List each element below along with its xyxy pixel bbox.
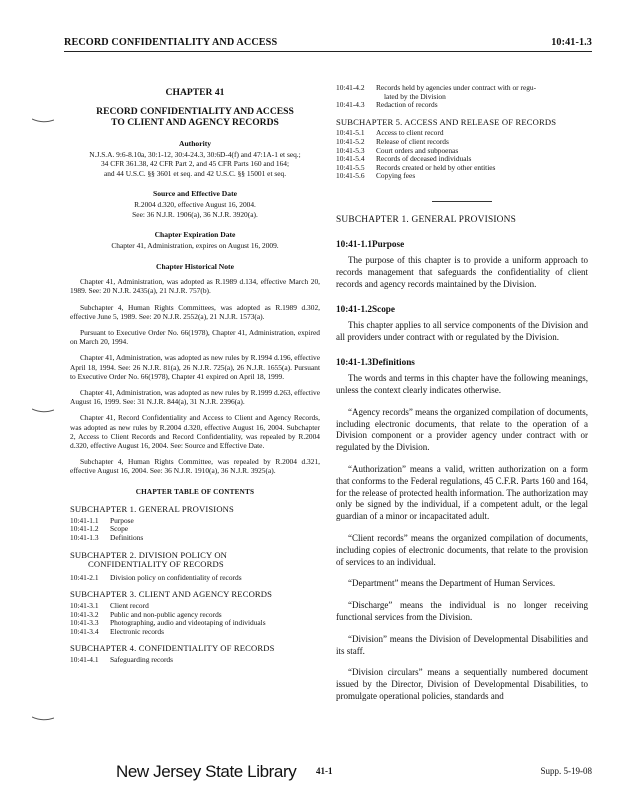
toc-entry-number: 10:41-5.1 bbox=[336, 128, 365, 138]
toc-entry-title: Records of deceased individuals bbox=[376, 154, 472, 164]
section-number: 10:41-1.3 bbox=[336, 356, 372, 367]
source-text bbox=[70, 200, 320, 218]
section-text: The words and terms in this chapter have the following meanings, unless the context clearly indicates otherwise. bbox=[336, 373, 588, 396]
toc-subchapter-title-cont: CONFIDENTIALITY OF RECORDS bbox=[88, 559, 224, 570]
margin-mark-icon bbox=[32, 408, 54, 414]
authority-line: and 44 U.S.C. §§ 3601 et seq. and 42 U.S.C. §§ 15001 et seq. bbox=[103, 168, 287, 178]
source-line: R.2004 d.320, effective August 16, 2004. bbox=[134, 200, 256, 210]
header-title: RECORD CONFIDENTIALITY AND ACCESS bbox=[64, 37, 278, 48]
toc-entry-title: Redaction of records bbox=[376, 100, 438, 110]
toc-entry-title-line: Records held by agencies under contract with or regu- bbox=[376, 83, 537, 92]
section-number: 10:41-1.2 bbox=[336, 303, 372, 314]
toc-entry[interactable] bbox=[336, 84, 588, 101]
toc-entry-title: Access to client record bbox=[376, 128, 444, 138]
toc-entry-number: 10:41-4.2 bbox=[336, 83, 365, 92]
chapter-number: CHAPTER 41 bbox=[165, 87, 225, 98]
toc-entry[interactable] bbox=[70, 619, 320, 628]
toc-entry-title: Scope bbox=[110, 524, 129, 534]
toc-entry-title: Purpose bbox=[110, 515, 134, 525]
toc-entry[interactable] bbox=[336, 164, 588, 173]
chapter-title bbox=[70, 106, 320, 128]
left-column bbox=[70, 88, 320, 665]
toc-list bbox=[70, 574, 320, 583]
toc-entry-title: Copying fees bbox=[376, 171, 416, 181]
toc-entry-title: Court orders and subpoenas bbox=[376, 145, 459, 155]
history-heading: Chapter Historical Note bbox=[156, 261, 234, 271]
supplement-date: Supp. 5-19-08 bbox=[540, 766, 592, 776]
source-line: See: 36 N.J.R. 1906(a), 36 N.J.R. 3920(a). bbox=[132, 209, 258, 219]
chapter-title-line: RECORD CONFIDENTIALITY AND ACCESS bbox=[96, 105, 294, 117]
toc-entry-number: 10:41-5.3 bbox=[336, 145, 365, 155]
subchapter-heading: SUBCHAPTER 1. GENERAL PROVISIONS bbox=[336, 214, 517, 225]
toc-entry[interactable] bbox=[70, 525, 320, 534]
toc-entry[interactable] bbox=[70, 517, 320, 526]
definition-paragraph: “Client records” means the organized compilation of documents, including copies of electronic documents, that relate to the provision of services to an individual. bbox=[336, 533, 588, 567]
section-heading bbox=[336, 305, 588, 315]
chapter-title-line: TO CLIENT AND AGENCY RECORDS bbox=[111, 116, 279, 128]
definition-paragraph: “Authorization” means a valid, written authorization on a form that conforms to the Federal regulations, 45 C.F.R. Parts 160 and 164, for the release of protected health information. The authorization may only be signed by the individual, if a competent adult, or the legal guardian of a minor or incapacitated adult. bbox=[336, 464, 588, 522]
toc-entry[interactable] bbox=[336, 129, 588, 138]
page-footer bbox=[0, 762, 618, 786]
section-title: Purpose bbox=[372, 238, 405, 249]
toc-entry-number: 10:41-5.4 bbox=[336, 154, 365, 164]
toc-subchapter-title: SUBCHAPTER 2. DIVISION POLICY ON bbox=[70, 549, 228, 560]
toc-subchapter-title: SUBCHAPTER 3. CLIENT AND AGENCY RECORDS bbox=[70, 589, 273, 600]
header-rule bbox=[64, 51, 592, 52]
authority-heading: Authority bbox=[178, 138, 212, 148]
toc-entry-number: 10:41-5.6 bbox=[336, 171, 365, 181]
right-column bbox=[336, 84, 588, 703]
history-paragraph: Subchapter 4, Human Rights Committee, was repealed by R.2004 d.321, effective August 16, 2004. See: 36 N.J.R. 1910(a), 36 N.J.R. 3925(a). bbox=[70, 457, 320, 476]
toc-entry-number: 10:41-4.3 bbox=[336, 100, 365, 110]
toc-subchapter-title: SUBCHAPTER 1. GENERAL PROVISIONS bbox=[70, 504, 234, 515]
history-paragraph: Subchapter 4, Human Rights Committees, was adopted as R.1989 d.302, effective June 5, 1989. See: 20 N.J.R. 2552(a), 21 N.J.R. 1573(a). bbox=[70, 302, 320, 321]
expiration-text: Chapter 41, Administration, expires on August 16, 2009. bbox=[111, 241, 279, 251]
toc-entry-title: Public and non-public agency records bbox=[110, 609, 222, 619]
definition-paragraph: “Department” means the Department of Human Services. bbox=[348, 578, 556, 589]
definition-paragraph: “Agency records” means the organized compilation of documents, including electronic documents, that relate to the operation of a Division component or a provider agency under contract with or regulated by the Division. bbox=[336, 406, 588, 453]
section-text: This chapter applies to all service components of the Division and all providers under contract with or regulated by the Division. bbox=[336, 320, 588, 342]
toc-entry-title: Safeguarding records bbox=[110, 654, 174, 664]
toc-entry-title: Release of client records bbox=[376, 136, 449, 146]
toc-subchapter-title: SUBCHAPTER 5. ACCESS AND RELEASE OF RECORDS bbox=[336, 116, 557, 127]
page-number: 41-1 bbox=[316, 766, 333, 776]
toc-entry[interactable] bbox=[70, 574, 320, 583]
header-section-number: 10:41-1.3 bbox=[551, 37, 592, 48]
expiration-heading: Chapter Expiration Date bbox=[154, 229, 236, 239]
history-notes bbox=[70, 277, 320, 475]
definition-paragraph: “Discharge” means the individual is no longer receiving functional services from the Division. bbox=[336, 600, 588, 623]
toc-entry-number: 10:41-1.3 bbox=[70, 533, 99, 543]
toc-entry-number: 10:41-5.5 bbox=[336, 162, 365, 172]
toc-entry-number: 10:41-2.1 bbox=[70, 572, 99, 582]
toc-entry-title: Photographing, audio and videotaping of individuals bbox=[110, 618, 266, 628]
toc-entry-title bbox=[376, 84, 588, 101]
toc-list bbox=[70, 602, 320, 636]
toc-heading: CHAPTER TABLE OF CONTENTS bbox=[135, 487, 255, 496]
toc-subchapter-title: SUBCHAPTER 4. CONFIDENTIALITY OF RECORDS bbox=[70, 643, 275, 654]
history-paragraph: Chapter 41, Administration, was adopted as new rules by R.1999 d.263, effective August 16, 1999. See: 31 N.J.R. 844(a), 31 N.J.R. 2396(a). bbox=[70, 388, 321, 407]
margin-mark-icon bbox=[32, 118, 54, 124]
toc-list bbox=[70, 517, 320, 543]
toc-entry-number: 10:41-1.2 bbox=[70, 524, 99, 534]
toc-entry-number: 10:41-4.1 bbox=[70, 654, 99, 664]
toc-entry-title: Electronic records bbox=[110, 626, 164, 636]
toc-entry-number: 10:41-1.1 bbox=[70, 515, 99, 525]
definition-paragraph: “Division circulars” means a sequentially numbered document issued by the Director, Division of Developmental Disabilities, to promulgate operational policies, standards and bbox=[336, 667, 588, 702]
toc-entry[interactable] bbox=[336, 172, 588, 181]
toc-list bbox=[336, 129, 588, 181]
toc-entry[interactable] bbox=[336, 138, 588, 147]
toc-entry-title: Records created or held by other entities bbox=[376, 162, 496, 172]
section-heading bbox=[336, 240, 588, 250]
section-divider bbox=[432, 201, 492, 202]
toc-entry-title: Division policy on confidentiality of records bbox=[110, 572, 242, 582]
section-heading bbox=[336, 358, 588, 368]
source-heading: Source and Effective Date bbox=[152, 188, 237, 198]
toc-entry-title: Client record bbox=[110, 600, 149, 610]
toc-entry[interactable] bbox=[70, 534, 320, 543]
history-paragraph: Pursuant to Executive Order No. 66(1978), Chapter 41, Administration, expired on March 20, 1994. bbox=[70, 328, 320, 347]
toc-entry-number: 10:41-3.1 bbox=[70, 600, 99, 610]
toc-entry[interactable] bbox=[336, 101, 588, 110]
history-paragraph: Chapter 41, Administration, was adopted as new rules by R.1994 d.196, effective April 18, 1994. See: 26 N.J.R. 81(a), 26 N.J.R. 725(a), 26 N.J.R. 1655(a). Pursuant to Executive Order No. 66(1978), Chapter 41 expired on April 18, 1999. bbox=[70, 353, 321, 381]
history-paragraph: Chapter 41, Record Confidentiality and Access to Client and Agency Records, was adopted as new rules by R.2004 d.320, effective August 16, 2004. Subchapter 2, Access to Client Records and Record Confidentiality, was repealed by R.2004 d.320, effective August 16, 2004. See: Source and Effective Date. bbox=[70, 413, 320, 451]
toc-list bbox=[336, 84, 588, 110]
definition-paragraph: “Division” means the Division of Developmental Disabilities and its staff. bbox=[336, 633, 588, 656]
margin-mark-icon bbox=[32, 716, 54, 722]
toc-entry[interactable] bbox=[70, 628, 320, 637]
section-title: Definitions bbox=[372, 356, 415, 367]
toc-entry-number: 10:41-3.2 bbox=[70, 609, 99, 619]
section-title: Scope bbox=[372, 303, 395, 314]
toc-entry-title-line: lated by the Division bbox=[384, 91, 446, 101]
toc-list bbox=[70, 656, 320, 665]
authority-line: N.J.S.A. 9:6-8.10a, 30:1-12, 30:4-24.3, 30:6D-4(f) and 47:1A-1 et seq.; bbox=[89, 150, 301, 160]
toc-entry-title: Definitions bbox=[110, 533, 144, 543]
section-number: 10:41-1.1 bbox=[336, 238, 372, 249]
section-text: The purpose of this chapter is to provide a uniform approach to records management that safeguards the confidentiality of client records and agency records maintained by the Division. bbox=[336, 255, 588, 289]
toc-entry-number: 10:41-5.2 bbox=[336, 136, 365, 146]
authority-line: 34 CFR 361.38, 42 CFR Part 2, and 45 CFR Parts 160 and 164; bbox=[100, 159, 290, 169]
toc-entry-number: 10:41-3.3 bbox=[70, 618, 99, 628]
history-paragraph: Chapter 41, Administration, was adopted as R.1989 d.134, effective March 20, 1989. See: 20 N.J.R. 2435(a), 21 N.J.R. 757(b). bbox=[70, 277, 320, 296]
toc-entry-number: 10:41-3.4 bbox=[70, 626, 99, 636]
toc-entry[interactable] bbox=[70, 656, 320, 665]
library-watermark: New Jersey State Library bbox=[116, 762, 297, 781]
authority-text bbox=[70, 150, 320, 178]
